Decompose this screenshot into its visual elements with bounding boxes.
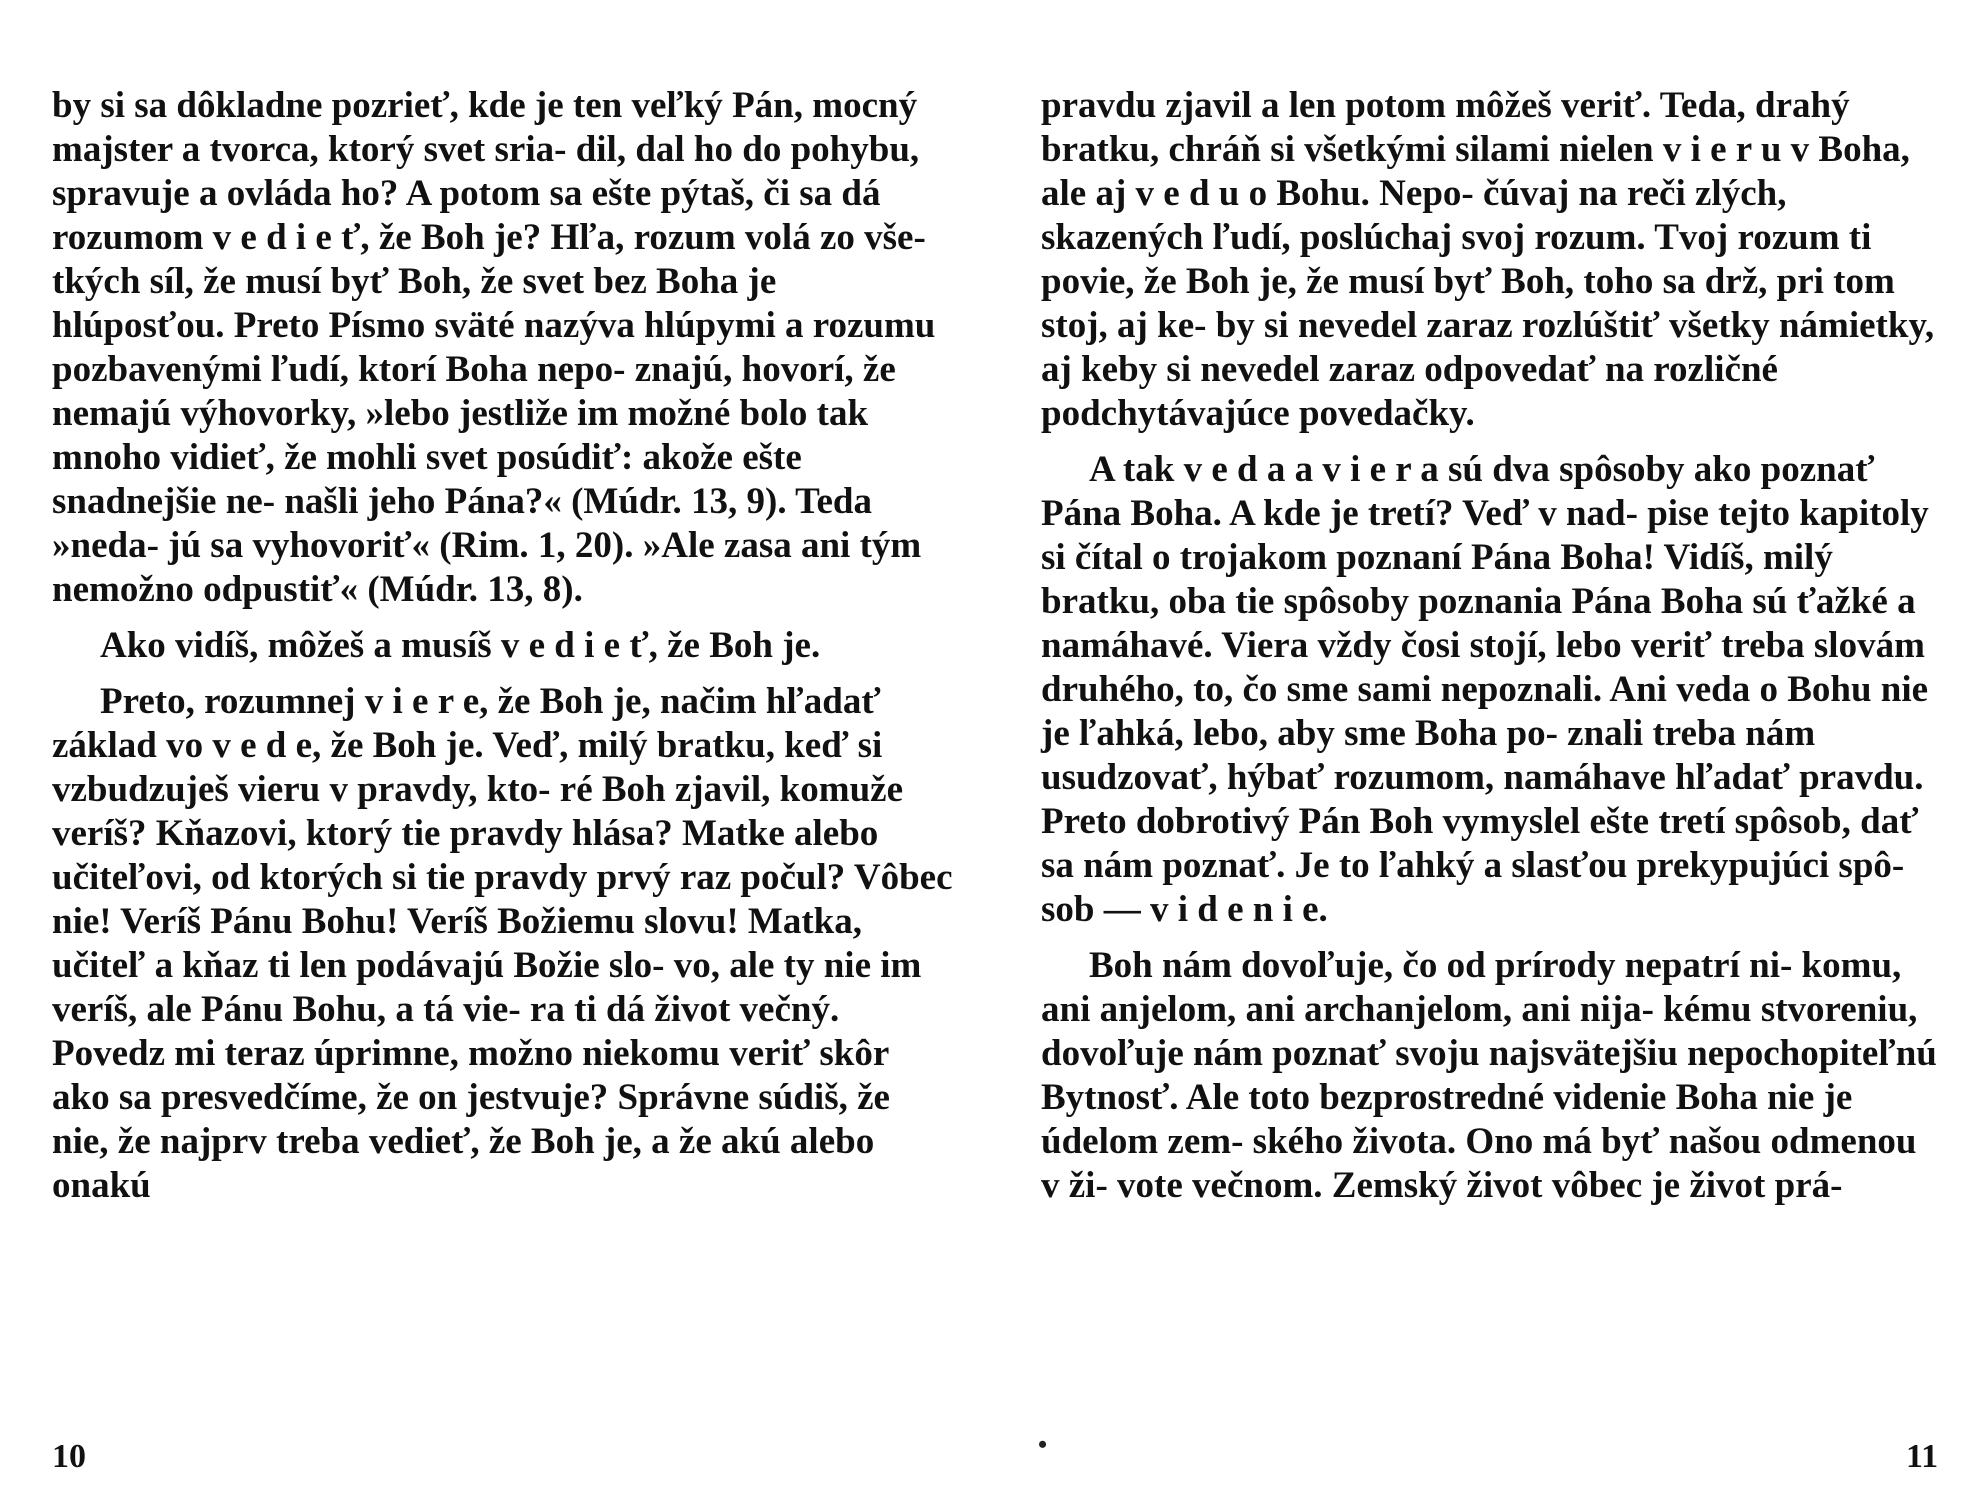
text-line: dil, dal ho do pohybu, spravuje a ovláda ho? — [52, 129, 920, 214]
text-line: vote večnom. Zemský život vôbec je život prá- — [1117, 1165, 1843, 1206]
page-number-right: 11 — [1906, 1438, 1939, 1475]
text-line: ského života. Ono má byť našou odmenou v ži- — [1041, 1121, 1917, 1206]
left-paragraph-2 — [52, 624, 954, 668]
text-line: komu, ani anjelom, ani archanjelom, ani nija- — [1041, 945, 1902, 1030]
text-line: mohli svet posúdiť: akože ešte snadnejšie ne- — [52, 437, 802, 522]
text-line: sob — v i d e n i e. — [1041, 889, 1328, 930]
text-line: by si sa dôkladne pozrieť, kde je ten veľký — [52, 85, 723, 126]
text-line: hlúposťou. Preto Písmo sväté nazýva hlúpymi — [52, 305, 776, 346]
left-page — [52, 84, 954, 1220]
text-line: znali treba nám usudzovať, hýbať rozumom, — [1041, 713, 1816, 798]
left-paragraph-3 — [52, 680, 954, 1208]
text-line: jú sa vyhovoriť« (Rim. 1, 20). »Ale zasa ani — [168, 525, 851, 566]
text-line: Viera vždy čosi stojí, lebo veriť treba slovám — [1221, 625, 1925, 666]
text-line: možno niekomu veriť skôr ako sa presvedčíme, — [52, 1033, 889, 1118]
text-line: drahý bratku, chráň si všetkými silami nielen — [1041, 85, 1850, 170]
text-line: našli jeho Pána?« (Múdr. 13, 9). Teda »neda- — [52, 481, 872, 566]
text-line: druhého, to, čo sme sami nepoznali. Ani veda — [1041, 669, 1751, 710]
text-line: najsvätejšiu nepochopiteľnú Bytnosť. Ale toto — [1041, 1033, 1937, 1118]
text-line: aj keby si nevedel zaraz odpovedať na rozličné — [1041, 349, 1778, 390]
text-line: Ako vidíš, môžeš a musíš v e d i e ť, že Boh — [100, 625, 773, 666]
text-line: je. — [782, 625, 821, 666]
text-line: Boh nám dovoľuje, čo od prírody nepatrí ni- — [1089, 945, 1793, 986]
print-speck: • — [1038, 1430, 1048, 1459]
text-line: podchytávajúce povedačky. — [1041, 393, 1475, 434]
text-line: Pán, mocný majster a tvorca, ktorý svet sria- — [52, 85, 918, 170]
text-line: by si nevedel zaraz rozlúštiť všetky námietky, — [1215, 305, 1935, 346]
text-line: jestliže im možné bolo tak mnoho vidieť, že — [52, 393, 869, 478]
text-line: A tak v e d a a v i e r a sú dva spôsoby ako — [1089, 449, 1752, 490]
text-line: musí byť Boh, toho sa drž, pri tom stoj, aj ke- — [1041, 261, 1895, 346]
text-line: namáhave hľadať pravdu. Preto dobrotivý Pán — [1041, 757, 1924, 842]
text-line: Matka, učiteľ a kňaz ti len podávajú Božie slo- — [52, 901, 862, 986]
text-line: ré Boh zjavil, komuže veríš? Kňazovi, ktorý — [52, 769, 903, 854]
text-line: pravdu zjavil a len potom môžeš veriť. Teda, — [1041, 85, 1746, 126]
text-line: nie! Veríš Pánu Bohu! Veríš Božiemu slovu! — [52, 901, 739, 942]
text-line: bezprostredné videnie Boha nie je údelom zem- — [1041, 1077, 1853, 1162]
right-paragraph-3 — [1041, 944, 1943, 1208]
text-line: poznania Pána Boha sú ťažké a namáhavé. — [1041, 581, 1916, 666]
right-page — [1041, 84, 1943, 1220]
text-line: znajú, hovorí, že nemajú výhovorky, »lebo — [52, 349, 896, 434]
text-line: pise tejto kapitoly si čítal o trojakom poznaní — [1041, 493, 1929, 578]
text-line: treba vedieť, že Boh je, a že akú alebo onakú — [52, 1121, 875, 1206]
right-paragraph-1 — [1041, 84, 1943, 436]
text-line: bratku, keď si vzbudzuješ vieru v pravdy, kto- — [52, 725, 883, 810]
text-line: kému stvoreniu, dovoľuje nám poznať svoju — [1041, 989, 1918, 1074]
right-paragraph-2 — [1041, 448, 1943, 932]
left-paragraph-1 — [52, 84, 954, 612]
text-line: v e d i e ť, že Boh je? Hľa, rozum volá zo vše- — [212, 217, 926, 258]
text-line: poznať. Je to ľahký a slasťou prekypujúci spô- — [1162, 845, 1905, 886]
text-line: Preto, rozumnej v i e r e, že Boh je, načim — [100, 681, 757, 722]
text-line: A potom sa ešte pýtaš, či sa dá rozumom — [52, 173, 881, 258]
text-line: a rozumu pozbavenými ľudí, ktorí Boha nepo- — [52, 305, 936, 390]
text-line: Boh vymyslel ešte tretí spôsob, dať sa nám — [1041, 801, 1919, 886]
text-line: čúvaj na reči zlých, skazených ľudí, poslúchaj — [1041, 173, 1787, 258]
text-line: Pána Boha! Vidíš, milý bratku, oba tie spôsoby — [1041, 537, 1833, 622]
text-line: v i e r u v Boha, ale aj v e d u o Bohu. Nepo- — [1041, 129, 1910, 214]
text-line: tým nemožno odpustiť« (Múdr. 13, 8). — [52, 525, 922, 610]
text-line: ra ti dá život večný. Povedz mi teraz úprimne, — [52, 989, 840, 1074]
page-number-left: 10 — [52, 1438, 86, 1475]
text-line: hľadať základ vo v e d e, že Boh je. Veď, milý — [52, 681, 881, 766]
text-line: ktorých si tie pravdy prvý raz počul? Vôbec — [259, 857, 953, 898]
text-line: vo, ale ty nie im veríš, ale Pánu Bohu, a tá vie- — [52, 945, 922, 1030]
text-line: tkých síl, že musí byť Boh, že svet bez Boha je — [52, 261, 777, 302]
text-line: že on jestvuje? Správne súdiš, že nie, že najprv — [52, 1077, 890, 1162]
text-line: poznať Pána Boha. A kde je tretí? Veď v nad- — [1041, 449, 1875, 534]
text-line: o Bohu nie je ľahká, lebo, aby sme Boha po- — [1041, 669, 1929, 754]
text-line: tie pravdy hlása? Matke alebo učiteľovi, od — [52, 813, 879, 898]
text-line: svoj rozum. Tvoj rozum ti povie, že Boh je, že — [1041, 217, 1872, 302]
